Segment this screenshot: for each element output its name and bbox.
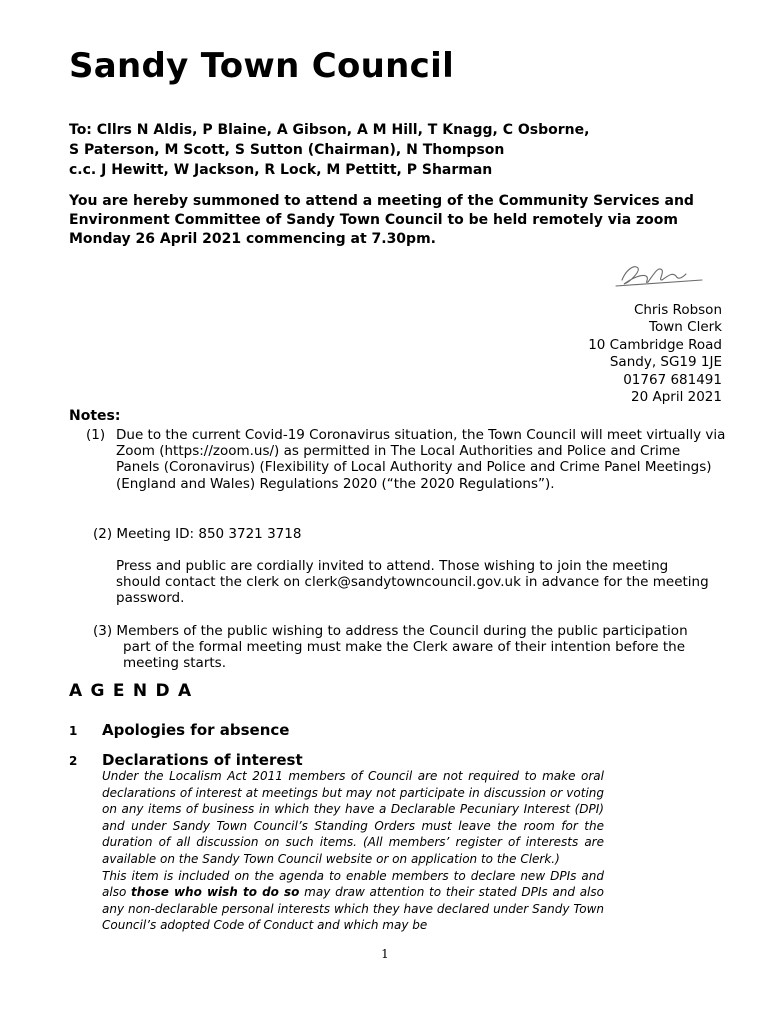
- meeting-id: Meeting ID: 850 3721 3718: [116, 526, 302, 542]
- recipients-line: To: Cllrs N Aldis, P Blaine, A Gibson, A M Hill, T Knagg, C Osborne,: [69, 122, 590, 138]
- cc-line: c.c. J Hewitt, W Jackson, R Lock, M Pettitt, P Sharman: [69, 162, 493, 178]
- note-text: Due to the current Covid-19 Coronavirus situation, the Town Council will meet virtually via Zoom (https://zoom.us/) as permitted in The Local Authorities and Police and Crime Panels (Coronavirus) (Flexibility of Local Authority and Police and Crime Panel Meetings) (England and Wales) Regulations 2020 (“the 2020 Regulations”).: [116, 427, 726, 492]
- agenda-item-number: 2: [69, 754, 78, 768]
- description-text: This item is included on the agenda to enable members to declare new DPIs and also: [102, 868, 604, 900]
- signatory-name: Chris Robson: [633, 302, 722, 318]
- description-text: may draw attention to their stated DPIs and also any non-declarable personal interests which they have declared under Sandy Town Council’s adopted Code of Conduct and which may be: [102, 885, 604, 933]
- note-number: (2): [93, 526, 113, 542]
- document-title: Sandy Town Council: [69, 46, 455, 86]
- note-item: [93, 623, 733, 672]
- signatory-role: Town Clerk: [649, 319, 722, 336]
- description-paragraph: [102, 868, 604, 934]
- address-line-1: 10 Cambridge Road: [588, 336, 722, 353]
- recipients-line: S Paterson, M Scott, S Sutton (Chairman), N Thompson: [69, 142, 505, 158]
- agenda-heading: AGENDA: [69, 681, 200, 701]
- note-number: (1): [86, 427, 106, 443]
- recipients-block: [69, 120, 589, 180]
- signature-image: [612, 254, 704, 290]
- description-emphasis: those who wish to do so: [131, 885, 300, 900]
- description-paragraph: Under the Localism Act 2011 members of Council are not required to make oral declarations of interest at meetings but may not participate in discussion or voting on any items of business in which they have a Declarable Pecuniary Interest (DPI) and under Sandy Town Council’s Standing Orders must leave the room for the duration of all discussion on such items. (All members’ register of interests are available on the Sandy Town Council website or on application to the Clerk.): [102, 769, 604, 866]
- summons-paragraph: You are hereby summoned to attend a meeting of the Community Services and Environment Committee of Sandy Town Council to be held remotely via zoom Monday 26 April 2021 commencing at 7.30pm.: [69, 193, 694, 247]
- letter-date: 20 April 2021: [631, 389, 722, 406]
- agenda-item-description: [102, 768, 604, 934]
- notes-heading: Notes:: [69, 408, 121, 424]
- note-number: (3): [93, 623, 113, 639]
- note-item: [93, 526, 723, 607]
- agenda-item-title: Declarations of interest: [102, 751, 303, 769]
- phone-number: 01767 681491: [623, 371, 722, 388]
- address-line-2: Sandy, SG19 1JE: [609, 354, 722, 371]
- note-text: part of the formal meeting must make the Clerk aware of their intention before the meeting starts.: [123, 639, 686, 672]
- note-text: Press and public are cordially invited to attend. Those wishing to join the meeting should contact the clerk on clerk@sandytowncouncil.gov.uk in advance for the meeting password.: [116, 558, 709, 607]
- agenda-item-number: 1: [69, 724, 78, 738]
- note-item: [86, 427, 726, 492]
- note-text: Members of the public wishing to address the Council during the public participation: [116, 623, 688, 639]
- agenda-item-title: Apologies for absence: [102, 721, 290, 739]
- signatory-address-block: [588, 302, 722, 406]
- page-number: 1: [381, 947, 389, 961]
